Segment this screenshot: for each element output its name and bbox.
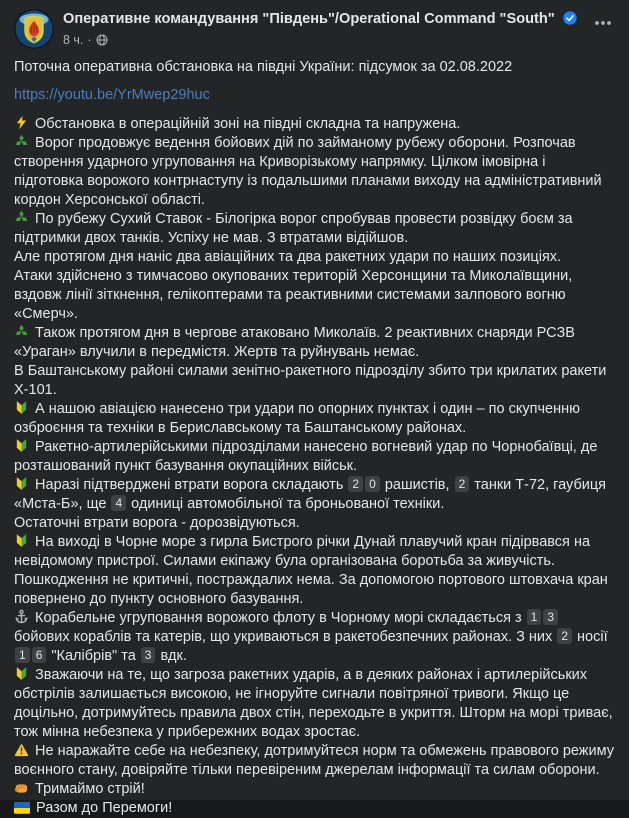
keycap-number: 0 [365,476,380,492]
globe-icon [96,34,108,46]
post-paragraph: Тримаймо стрій! [14,780,615,799]
header-text [63,9,584,47]
keycap-number: 4 [111,495,126,511]
post-paragraph: А нашою авіацією нанесено три удари по опорних пунктах і один – по скупченню озброєння та техніки в Бериславському та Баштанському районах. [14,401,580,436]
author-line [63,10,584,30]
avatar[interactable] [14,9,54,49]
post-meta [63,33,584,47]
warning-icon [14,742,31,761]
post-paragraph: Корабельне угруповання ворожого флоту в Чорному морі складається з 1 3 бойових кораблів та катерів, що укриваються в ракетобезпечних районах. З них 2 носії 1 6 "Калібрів" та 3 вдк. [14,610,608,664]
anchor-icon [14,609,31,628]
keycap-number: 3 [141,647,156,663]
recycle-icon [14,324,31,343]
post-time[interactable]: 8 ч. [63,33,84,47]
post-paragraph: Ракетно-артилерійськими підрозділами нанесено вогневий удар по Чорнобаївці, де розташований пункт базування окупаційних військ. [14,439,598,474]
keycap-number: 3 [543,609,558,625]
ukraine-flag-icon [14,799,32,818]
post-paragraph: По рубежу Сухий Ставок - Білогірка ворог спробував провести розвідку боєм за підтримки двох танків. Успіху не мав. З втратами відійшов. [14,211,573,246]
post-paragraph: Наразі підтверджені втрати ворога складають 2 0 рашистів, 2 танки Т-72, гаубиця «Мста-Б», ще 4 одиниці автомобільної та броньованої техніки. [14,477,607,512]
post-paragraph: Ворог продовжує ведення бойових дій по займаному рубежу оборони. Розпочав створення ударного угруповання на Криворізькому напрямку. Цілком імовірна і підготовка ворожого контрнаступу із подальшими планами виходу на адміністративний кордон Херсонської області. [14,135,602,208]
post-title: Поточна оперативна обстановка на півдні України: підсумок за 02.08.2022 [14,59,513,75]
beginner-symbol-icon [14,438,31,457]
beginner-symbol-icon [14,400,31,419]
post-paragraph: В Баштанському районі силами зенітно-ракетного підрозділу збито три крилатих ракети Х-101. [14,363,607,398]
post-paragraph: Обстановка в операційній зоні на півдні складна та напружена. [14,115,615,134]
post-paragraph: Атаки здійснено з тимчасово окупованих територій Херсонщини та Миколаївщини, вздовж лінії зіткнення, гелікоптерами та реактивними системами залпового вогню «Смерч». [14,268,573,322]
verified-badge-icon [563,11,577,30]
post-body [14,115,615,818]
beginner-symbol-icon [14,533,31,552]
keycap-number: 1 [527,609,542,625]
post-paragraph: Разом до Перемоги! [14,799,615,818]
recycle-icon [14,210,31,229]
more-options-button[interactable] [593,9,615,38]
post-paragraph: Не наражайте себе на небезпеку, дотримуйтеся норм та обмежень правового режиму воєнного стану, довіряйте тільки перевіреним джерелам інформації та силам оборони. [14,743,614,778]
keycap-number: 6 [32,647,47,663]
keycap-number: 2 [557,628,572,644]
keycap-number: 2 [455,476,470,492]
post-link[interactable]: https://youtu.be/YrMwep29huc [14,87,210,103]
post-paragraph: Зважаючи на те, що загроза ракетних ударів, а в деяких районах і артилерійських обстрілів залишається високою, не ігноруйте сигнали повітряної тривоги. Якщо це доцільно, дотримуйтесь правила двох стін, переходьте в укриття. Шторм на морі триває, тож мінна небезпека у прибережних водах зростає. [14,667,613,740]
keycap-number: 1 [15,647,30,663]
post-header [14,9,615,49]
post-paragraph: На виході в Чорне море з гирла Бистрого річки Дунай плавучий кран підірвався на невідомому пристрої. Силами екіпажу була організована боротьба за живучість. [14,534,591,569]
post-paragraph: Остаточні втрати ворога - дорозвідуються. [14,515,300,531]
meta-separator: · [87,33,92,47]
post-paragraph: Але протягом дня наніс два авіаційних та два ракетних удари по наших позиціях. [14,249,562,265]
post-paragraph: Також протягом дня в чергове атаковано Миколаїв. 2 реактивних снаряди РСЗВ «Ураган» влучили в передмістя. Жертв та руйнувань немає. [14,325,575,360]
keycap-number: 2 [348,476,363,492]
post-paragraph: Пошкодження не критичні, постраждалих нема. За допомогою портового штовхача кран повернено до пункту основного базування. [14,572,608,607]
beginner-symbol-icon [14,476,31,495]
beginner-symbol-icon [14,666,31,685]
raised-fist-icon [14,780,31,799]
author-name[interactable]: Оперативне командування "Південь"/Operational Command "South" [63,11,555,27]
recycle-icon [14,134,31,153]
lightning-icon [14,115,31,134]
